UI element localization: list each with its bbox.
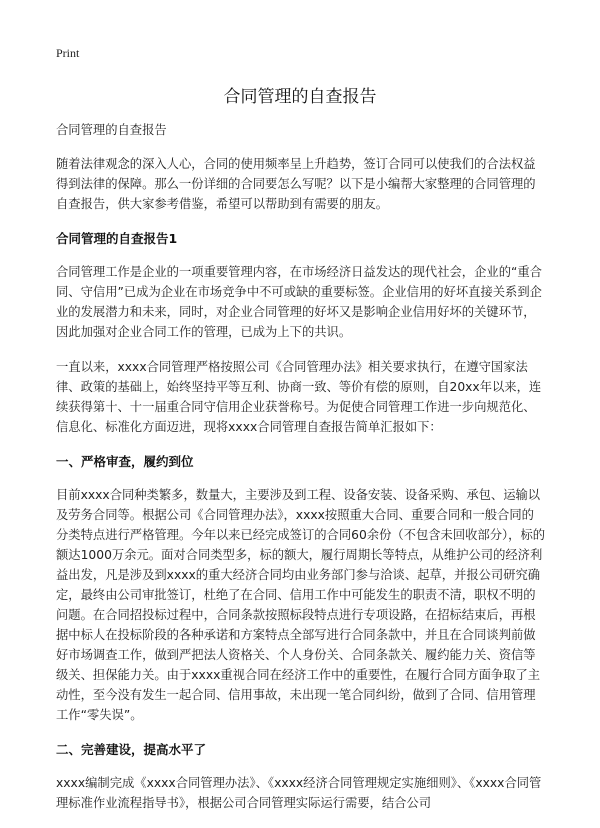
section2-paragraph: xxxx编制完成《xxxx合同管理办法》、《xxxx经济合同管理规定实施细则》、《xxxx合同管理标准作业流程指导书》，根据公司合同管理实际运行需要，结合公司 — [56, 776, 542, 810]
section1-heading: 一、严格审查，履约到位 — [56, 454, 194, 469]
intro-paragraph: 随着法律观念的深入人心，合同的使用频率呈上升趋势，签订合同可以使我们的合法权益得到法律的保障。那么一份详细的合同要怎么写呢？以下是小编帮大家整理的合同管理的自查报告，供大家参考借鉴，希望可以帮助到有需要的朋友。 — [56, 157, 536, 211]
report1-paragraph-2: 一直以来，xxxx合同管理严格按照公司《合同管理办法》相关要求执行，在遵守国家法律、政策的基础上，始终坚持平等互利、协商一致、等价有偿的原则，自20xx年以来，连续获得第十、十一届重合同守信用企业获誉称号。为促使合同管理工作进一步向规范化、信息化、标准化方面迈进，现将xxxx合同管理自查报告简单汇报如下： — [56, 360, 542, 434]
print-label: Print — [56, 46, 80, 60]
document-title: 合同管理的自查报告 — [223, 87, 377, 107]
document-body — [56, 120, 546, 828]
report1-paragraph-1: 合同管理工作是企业的一项重要管理内容，在市场经济日益发达的现代社会，企业的“重合同、守信用”已成为企业在市场竞争中不可或缺的重要标签。企业信用的好坏直接关系到企业的发展潜力和未来，同时，对企业合同管理的好坏又是影响企业信用好坏的关键环节，因此加强对企业合同工作的管理，已成为上下的共识。 — [56, 265, 542, 339]
document-subtitle: 合同管理的自查报告 — [56, 123, 167, 137]
report1-heading: 合同管理的自查报告1 — [56, 231, 178, 246]
section2-heading: 二、完善建设，提高水平了 — [56, 742, 207, 757]
section1-paragraph: 目前xxxx合同种类繁多，数量大，主要涉及到工程、设备安装、设备采购、承包、运输以及劳务合同等。根据公司《合同管理办法》，xxxx按照重大合同、重要合同和一般合同的分类特点进行严格管理。今年以来已经完成签订的合同60余份（不包含未回收部分），标的额达1000万余元。面对合同类型多，标的额大，履行周期长等特点，从维护公司的经济利益出发，凡是涉及到xxxx的重大经济合同均由业务部门参与洽谈、起草，并报公司研究确定，最终由公司审批签订，杜绝了在合同、信用工作中可能发生的职责不清，职权不明的问题。在合同招投标过程中，合同条款按照标段特点进行专项设路，在招标结束后，再根据中标人在投标阶段的各种承诺和方案特点全部写进行合同条款中，并且在合同谈判前做好市场调查工作，做到严把法人资格关、个人身份关、合同条款关、履约能力关、资信等级关、担保能力关。由于xxxx重视合同在经济工作中的重要性，在履行合同方面争取了主动性，至今没有发生一起合同、信用事故，未出现一笔合同纠纷，做到了合同、信用管理工作“零失误”。 — [56, 488, 546, 722]
